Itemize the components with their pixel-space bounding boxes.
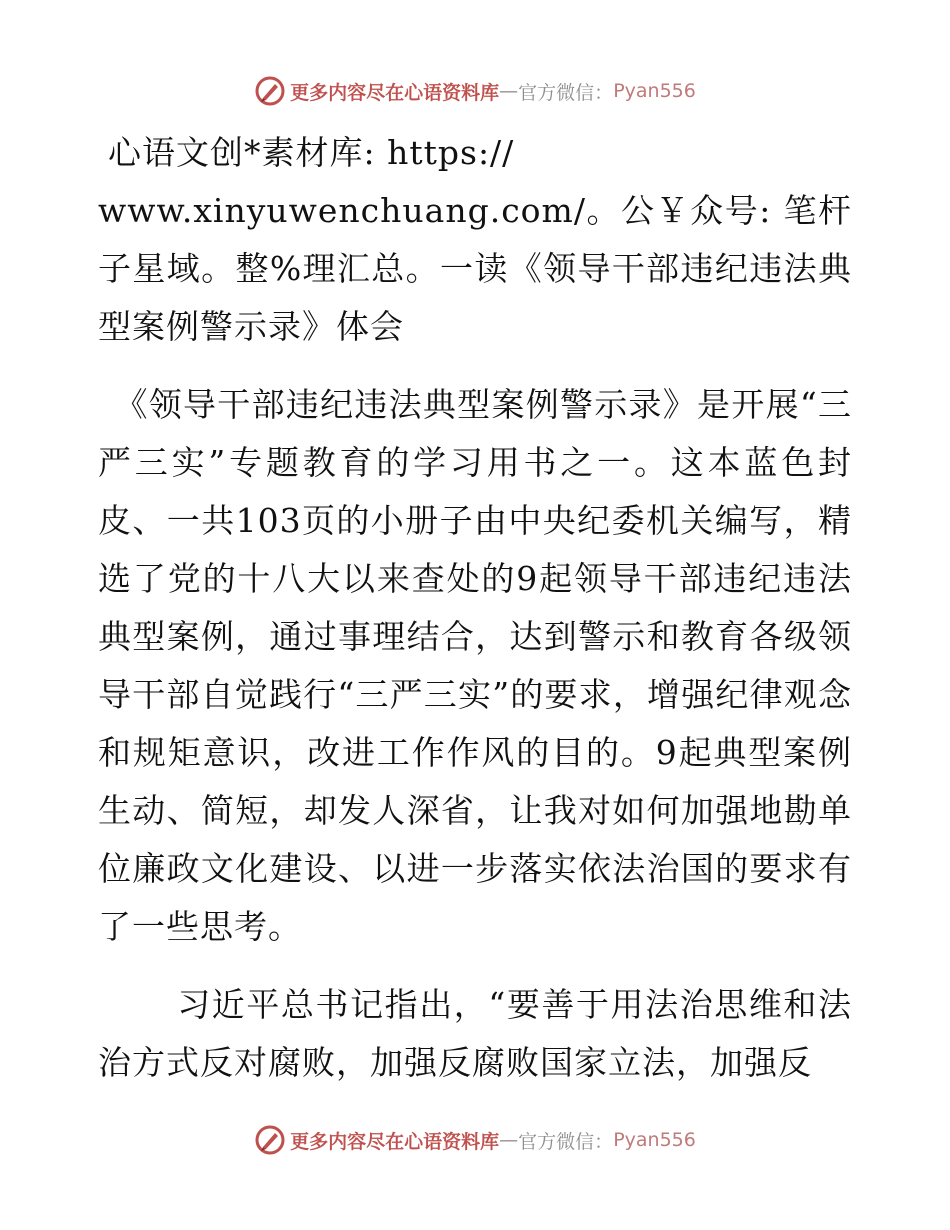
banner-dash: — <box>499 80 519 102</box>
banner-brand: 更多内容尽在心语资料库 <box>290 81 500 104</box>
banner-wechat-id: Pyan556 <box>613 80 696 102</box>
footer-banner <box>0 1120 950 1160</box>
document-body <box>98 124 852 1092</box>
banner-wechat-id: Pyan556 <box>613 1129 696 1151</box>
banner-dash: — <box>499 1129 519 1151</box>
paragraph-1: 《领导干部违纪违法典型案例警示录》是开展“三严三实”专题教育的学习用书之一。这本蓝色封皮、一共103页的小册子由中央纪委机关编写，精选了党的十八大以来查处的9起领导干部违纪违法典型案例，通过事理结合，达到警示和教育各级领导干部自觉践行“三严三实”的要求，增强纪律观念和规矩意识，改进工作作风的目的。9起典型案例生动、简短，却发人深省，让我对如何加强地勘单位廉政文化建设、以进一步落实依法治国的要求有了一些思考。 <box>98 385 852 946</box>
document-heading <box>98 124 852 356</box>
pen-logo-icon <box>254 1124 286 1156</box>
banner-brand: 更多内容尽在心语资料库 <box>290 1130 500 1153</box>
pen-logo-icon <box>254 75 286 107</box>
banner-official: 官方微信： <box>518 1130 614 1153</box>
paragraph-2: 习近平总书记指出，“要善于用法治思维和法治方式反对腐败，加强反腐败国家立法，加强反 <box>98 985 852 1082</box>
heading-line-1: 心语文创*素材库: https:// <box>108 133 515 172</box>
heading-line-2: www.xinyuwenchuang.com/。公￥众号: 笔杆子星域。整%理汇总。一读《领导干部违纪违法典型案例警示录》体会 <box>98 191 852 346</box>
banner-official: 官方微信： <box>518 81 614 104</box>
header-banner <box>0 71 950 111</box>
